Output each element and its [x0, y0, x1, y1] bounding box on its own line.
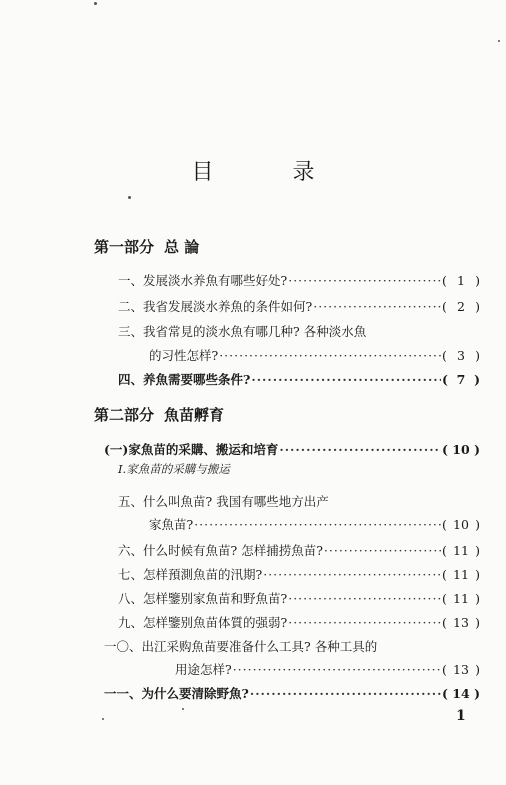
scan-speck [94, 2, 97, 5]
entry-page: ( 11 ) [442, 543, 480, 558]
entry-number: 二、 [118, 299, 144, 314]
toc-entry-first-line [118, 492, 329, 510]
entry-title: 什么时候有魚苗? 怎样捕捞魚苗? [143, 543, 323, 558]
part-two-name: 魚苗孵育 [164, 406, 225, 424]
entry-page: ( 13 ) [442, 662, 480, 677]
toc-entry [118, 370, 480, 388]
toc-entry [149, 346, 480, 364]
entry-number: 五、 [118, 494, 144, 509]
entry-page: ( 2 ) [442, 299, 480, 314]
toc-entry [118, 613, 480, 631]
toc-entry [175, 660, 480, 678]
dot-leader [288, 615, 441, 630]
toc-entry-first-line [104, 637, 377, 655]
section-title: (一)家魚苗的采購、搬运和培育 [104, 442, 279, 457]
entry-title: 我省常見的淡水魚有哪几种? 各种淡水魚 [143, 324, 367, 339]
entry-number: 一一、 [104, 686, 142, 701]
scan-speck [128, 196, 131, 199]
dot-leader [219, 348, 441, 363]
entry-title: 怎样鑒别魚苗体質的强弱? [143, 615, 288, 630]
entry-number: 三、 [118, 324, 144, 339]
dot-leader [288, 273, 441, 288]
entry-page: ( 14 ) [442, 686, 480, 701]
section-page: ( 10 ) [442, 442, 480, 457]
dot-leader [313, 299, 441, 314]
entry-page: ( 3 ) [442, 348, 480, 363]
entry-number: 七、 [118, 567, 144, 582]
scan-speck [182, 708, 184, 710]
toc-entry [118, 297, 480, 315]
entry-page: ( 7 ) [442, 372, 480, 387]
entry-page: ( 10 ) [442, 517, 480, 532]
page-title: 目 录 [191, 160, 351, 185]
entry-number: 一、 [118, 273, 144, 288]
toc-entry-first-line [118, 322, 366, 340]
dot-leader [263, 567, 441, 582]
toc-entry [118, 589, 480, 607]
entry-title-continued: 的习性怎样? [149, 348, 219, 363]
scan-speck [102, 718, 104, 720]
entry-number: 九、 [118, 615, 144, 630]
dot-leader [194, 517, 441, 532]
toc-entry [118, 541, 480, 559]
entry-number: 四、 [118, 372, 144, 387]
subsection-title: Ⅰ.家魚苗的采購与搬运 [118, 462, 230, 476]
toc-entry [118, 271, 480, 289]
part-one-label: 第一部分 [94, 238, 155, 256]
dot-leader [250, 686, 441, 701]
dot-leader [233, 662, 441, 677]
entry-page: ( 13 ) [442, 615, 480, 630]
entry-title: 养魚需要哪些条件? [143, 372, 251, 387]
entry-title: 出江采购魚苗要准备什么工具? 各种工具的 [141, 639, 378, 654]
page-number: 1 [456, 708, 466, 724]
entry-title: 什么叫魚苗? 我国有哪些地方出产 [143, 494, 329, 509]
entry-page: ( 11 ) [442, 591, 480, 606]
part-one-name: 总 論 [164, 238, 200, 256]
entry-page: ( 11 ) [442, 567, 480, 582]
entry-number: 一〇、 [104, 639, 142, 654]
entry-title: 我省发展淡水养魚的条件如何? [143, 299, 313, 314]
dot-leader [324, 543, 441, 558]
toc-entry [104, 684, 480, 702]
part-two-heading [94, 404, 224, 425]
toc-section [104, 440, 480, 458]
entry-number: 八、 [118, 591, 144, 606]
entry-title-continued: 用途怎样? [175, 662, 232, 677]
dot-leader [288, 591, 441, 606]
entry-title-continued: 家魚苗? [149, 517, 194, 532]
dot-leader [251, 372, 441, 387]
dot-leader [279, 442, 441, 457]
entry-page: ( 1 ) [442, 273, 480, 288]
entry-title: 怎样預測魚苗的汛期? [143, 567, 263, 582]
entry-title: 发展淡水养魚有哪些好处? [143, 273, 288, 288]
scan-speck [498, 40, 500, 42]
entry-title: 怎样鑒别家魚苗和野魚苗? [143, 591, 288, 606]
toc-entry [149, 515, 480, 533]
toc-entry [118, 565, 480, 583]
entry-title: 为什么要清除野魚? [141, 686, 249, 701]
entry-number: 六、 [118, 543, 144, 558]
part-one-heading [94, 236, 199, 257]
part-two-label: 第二部分 [94, 406, 155, 424]
